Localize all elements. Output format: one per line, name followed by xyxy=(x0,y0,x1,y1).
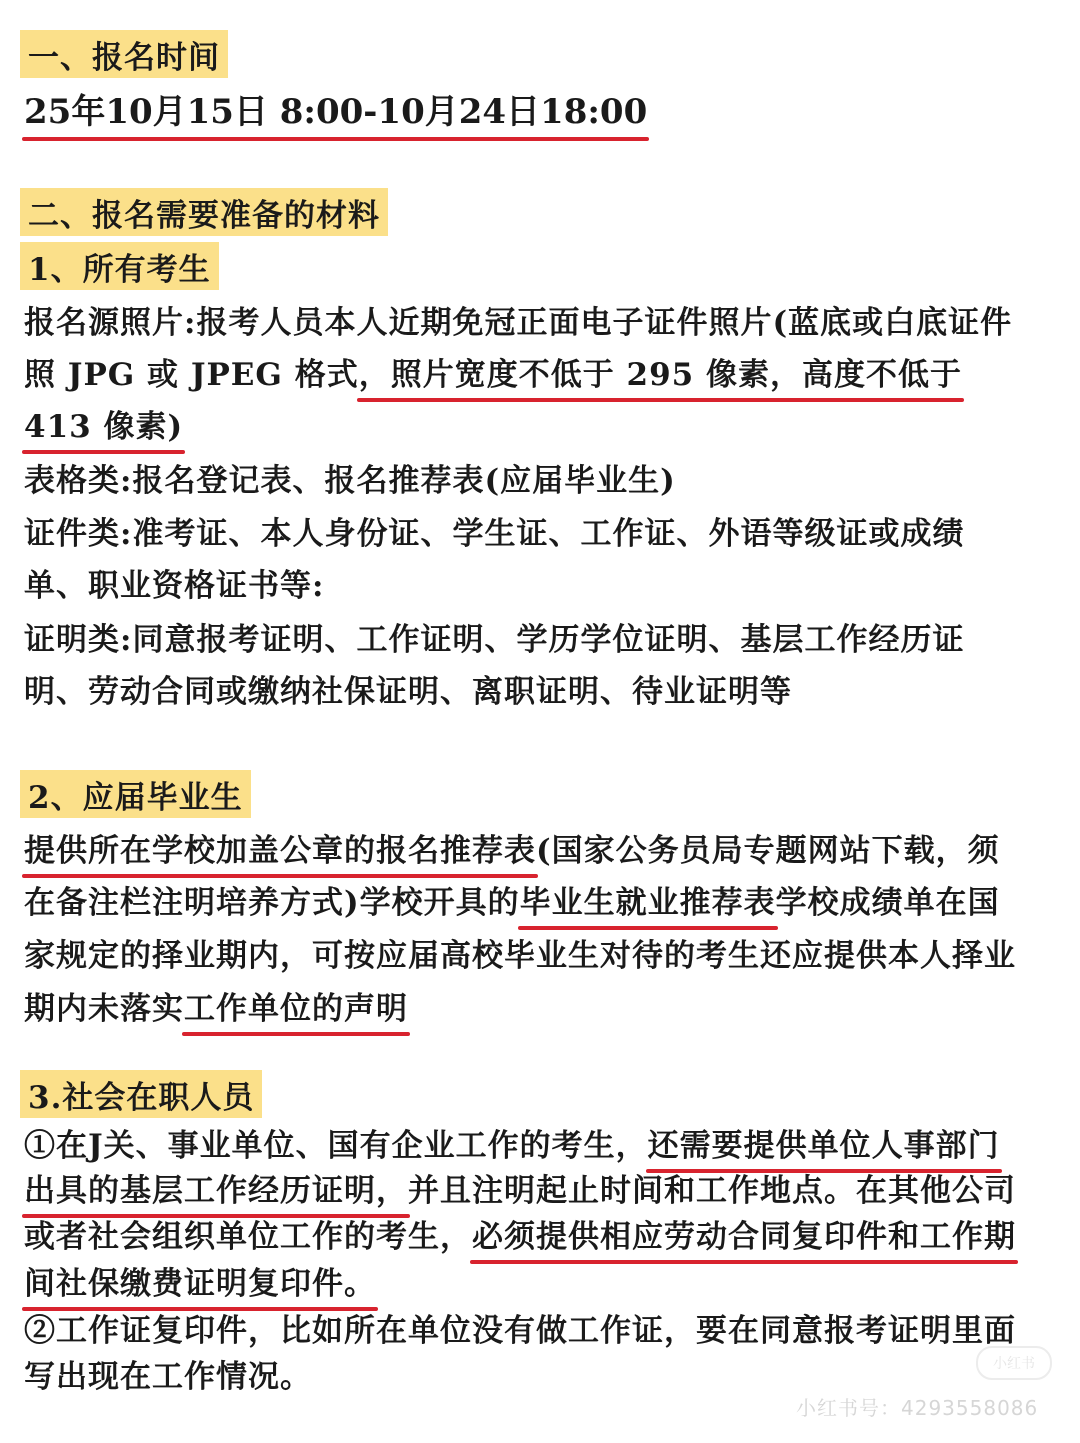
xiaohongshu-logo-watermark xyxy=(976,1346,1052,1380)
graduate-line-1-underlined: 提供所在学校加盖公章的报名推荐表 xyxy=(24,825,536,870)
section2-heading-text: 二、报名需要准备的材料 xyxy=(28,197,380,234)
sub3-heading-text: 3.社会在职人员 xyxy=(28,1079,255,1116)
sub2-heading xyxy=(20,770,251,818)
sub1-heading-text: 1、所有考生 xyxy=(28,251,211,288)
graduate-line-2-underlined: 毕业生就业推荐表 xyxy=(520,877,776,922)
employed-line-4-underlined: 间社保缴费证明复印件。 xyxy=(24,1258,376,1303)
proof-line-1 xyxy=(24,614,964,659)
employed-line-1 xyxy=(24,1120,1000,1165)
registration-time xyxy=(24,84,647,133)
watermark-id xyxy=(796,1392,1038,1421)
proof-line-2-text: 明、劳动合同或缴纳社保证明、离职证明、待业证明等 xyxy=(24,674,792,710)
employed-line-5-text: ②工作证复印件，比如所在单位没有做工作证，要在同意报考证明里面 xyxy=(24,1313,1016,1349)
photo-requirement-line-1 xyxy=(24,297,1012,342)
employed-line-2 xyxy=(24,1165,1016,1210)
photo-line-2-plain: 照 JPG 或 JPEG 格式 xyxy=(24,357,359,393)
photo-line-3-underlined: 413 像素) xyxy=(24,401,183,446)
certs-line-1-text: 证件类:准考证、本人身份证、学生证、工作证、外语等级证或成绩 xyxy=(24,516,965,552)
sub3-heading xyxy=(20,1070,262,1118)
graduate-line-4 xyxy=(24,983,408,1028)
section2-heading xyxy=(20,188,388,236)
employed-line-6 xyxy=(24,1351,312,1396)
registration-time-text: 25年10月15日 8:00-10月24日18:00 xyxy=(24,84,647,133)
employed-line-1-plain: ①在J关、事业单位、国有企业工作的考生， xyxy=(24,1128,648,1164)
section1-heading-text: 一、报名时间 xyxy=(28,39,220,76)
proof-line-2 xyxy=(24,666,792,711)
graduate-line-2-plain-a: 在备注栏注明培养方式)学校开具的 xyxy=(24,885,520,921)
employed-line-3-underlined: 必须提供相应劳动合同复印件和工作期 xyxy=(472,1211,1016,1256)
graduate-line-3 xyxy=(24,930,1016,975)
forms-line xyxy=(24,455,676,500)
proof-line-1-text: 证明类:同意报考证明、工作证明、学历学位证明、基层工作经历证 xyxy=(24,622,965,658)
photo-line-1-text: 报名源照片:报考人员本人近期免冠正面电子证件照片(蓝底或白底证件 xyxy=(24,305,1013,341)
graduate-line-2 xyxy=(24,877,1000,922)
photo-requirement-line-3 xyxy=(24,401,183,446)
sub1-heading xyxy=(20,242,219,290)
certs-line-2 xyxy=(24,560,324,605)
employed-line-5 xyxy=(24,1305,1016,1350)
graduate-line-1-plain: (国家公务员局专题网站下载，须 xyxy=(536,833,1000,869)
graduate-line-3-text: 家规定的择业期内，可按应届高校毕业生对待的考生还应提供本人择业 xyxy=(24,938,1016,974)
photo-requirement-line-2 xyxy=(24,349,962,394)
graduate-line-4-underlined: 工作单位的声明 xyxy=(184,983,408,1028)
graduate-line-4-plain: 期内未落实 xyxy=(24,991,184,1027)
photo-line-2-underlined: ，照片宽度不低于 295 像素，高度不低于 xyxy=(359,349,962,394)
employed-line-6-text: 写出现在工作情况。 xyxy=(24,1359,312,1395)
graduate-line-1 xyxy=(24,825,1000,870)
certs-line-1 xyxy=(24,508,964,553)
section1-heading xyxy=(20,30,228,78)
sub2-heading-text: 2、应届毕业生 xyxy=(28,779,243,816)
employed-line-3-plain: 或者社会组织单位工作的考生， xyxy=(24,1219,472,1255)
forms-text: 表格类:报名登记表、报名推荐表(应届毕业生) xyxy=(24,463,676,499)
certs-line-2-text: 单、职业资格证书等: xyxy=(24,568,325,604)
employed-line-4 xyxy=(24,1258,376,1303)
graduate-line-2-plain-b: 学校成绩单在国 xyxy=(775,885,1000,921)
watermark-id-text: 小红书号：4293558086 xyxy=(796,1396,1039,1420)
watermark-logo-text: 小红书 xyxy=(993,1356,1035,1372)
employed-line-1-underlined: 还需要提供单位人事部门 xyxy=(648,1120,1000,1165)
employed-line-2-underlined: 出具的基层工作经历证明， xyxy=(24,1165,408,1210)
employed-line-2-plain: 并且注明起止时间和工作地点。在其他公司 xyxy=(408,1173,1016,1209)
employed-line-3 xyxy=(24,1211,1016,1256)
